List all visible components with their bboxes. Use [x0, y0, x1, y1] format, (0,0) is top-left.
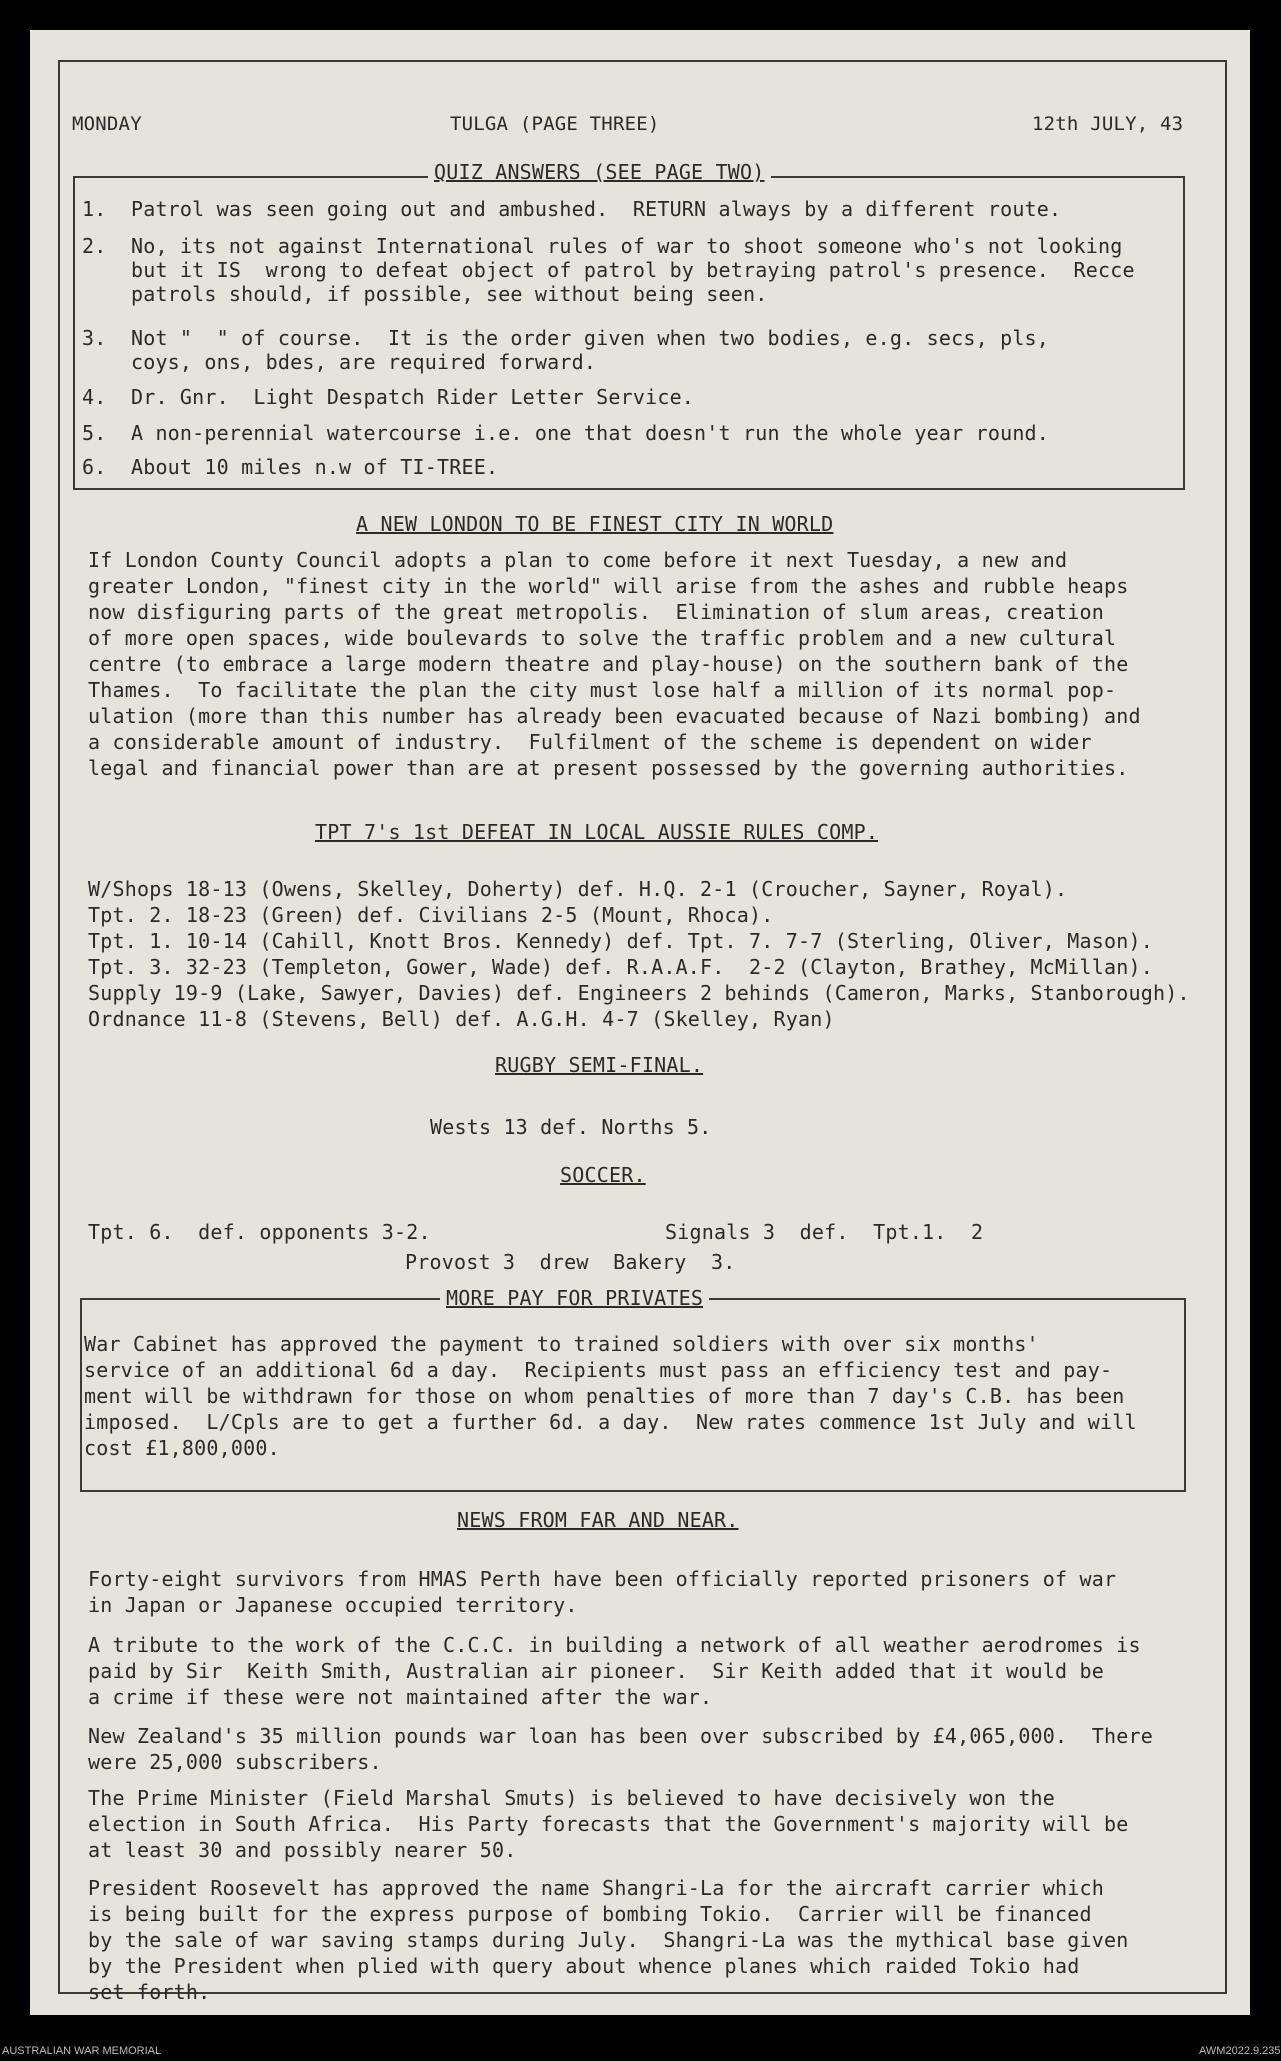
london-title: A NEW LONDON TO BE FINEST CITY IN WORLD	[356, 512, 834, 536]
london-line: of more open spaces, wide boulevards to solve the traffic problem and a new cultural	[88, 626, 1117, 650]
news-line: Forty-eight survivors from HMAS Perth have been officially reported prisoners of war	[88, 1567, 1117, 1591]
aussie-result: Tpt. 3. 32-23 (Templeton, Gower, Wade) def. R.A.A.F. 2-2 (Clayton, Brathey, McMillan).	[88, 955, 1153, 979]
news-title: NEWS FROM FAR AND NEAR.	[457, 1508, 739, 1532]
london-line: centre (to embrace a large modern theatre and play-house) on the southern bank of the	[88, 652, 1129, 676]
header-paper-title: TULGA (PAGE THREE)	[450, 113, 660, 135]
news-line: in Japan or Japanese occupied territory.	[88, 1593, 578, 1617]
pay-line: cost £1,800,000.	[84, 1436, 280, 1460]
pay-line: imposed. L/Cpls are to get a further 6d. a day. New rates commence 1st July and will	[84, 1410, 1137, 1434]
pay-title: MORE PAY FOR PRIVATES	[440, 1286, 709, 1310]
news-line: a crime if these were not maintained after the war.	[88, 1685, 713, 1709]
news-line: at least 30 and possibly nearer 50.	[88, 1838, 517, 1862]
soccer-result: Tpt. 6. def. opponents 3-2.	[88, 1220, 431, 1244]
news-line: by the sale of war saving stamps during July. Shangri-La was the mythical base given	[88, 1928, 1129, 1952]
footer-credit: AUSTRALIAN WAR MEMORIAL	[2, 2045, 162, 2057]
rugby-title: RUGBY SEMI-FINAL.	[495, 1053, 704, 1077]
aussie-result: Supply 19-9 (Lake, Sawyer, Davies) def. Engineers 2 behinds (Cameron, Marks, Stanborough).	[88, 981, 1190, 1005]
quiz-line: 4. Dr. Gnr. Light Despatch Rider Letter Service.	[82, 385, 695, 409]
news-line: paid by Sir Keith Smith, Australian air pioneer. Sir Keith added that it would be	[88, 1659, 1105, 1683]
london-line: a considerable amount of industry. Fulfilment of the scheme is dependent on wider	[88, 730, 1092, 754]
quiz-line: patrols should, if possible, see without being seen.	[82, 282, 768, 306]
london-line: now disfiguring parts of the great metropolis. Elimination of slum areas, creation	[88, 600, 1105, 624]
quiz-line: 5. A non-perennial watercourse i.e. one that doesn't run the whole year round.	[82, 421, 1050, 445]
london-line: If London County Council adopts a plan to come before it next Tuesday, a new and	[88, 548, 1068, 572]
quiz-line: 1. Patrol was seen going out and ambushed. RETURN always by a different route.	[82, 197, 1062, 221]
london-line: Thames. To facilitate the plan the city must lose half a million of its normal pop-	[88, 678, 1117, 702]
pay-line: service of an additional 6d a day. Recipients must pass an efficiency test and pay-	[84, 1358, 1113, 1382]
newsletter-page	[30, 30, 1250, 2015]
news-line: election in South Africa. His Party forecasts that the Government's majority will be	[88, 1812, 1129, 1836]
news-line: President Roosevelt has approved the name Shangri-La for the aircraft carrier which	[88, 1876, 1105, 1900]
london-line: legal and financial power than are at present possessed by the governing authorities.	[88, 756, 1129, 780]
aussie-result: Tpt. 2. 18-23 (Green) def. Civilians 2-5 (Mount, Rhoca).	[88, 903, 774, 927]
news-line: by the President when plied with query about whence planes which raided Tokio had	[88, 1954, 1080, 1978]
news-line: The Prime Minister (Field Marshal Smuts) is believed to have decisively won the	[88, 1786, 1056, 1810]
quiz-line: 2. No, its not against International rules of war to shoot someone who's not looking	[82, 234, 1123, 258]
news-line: is being built for the express purpose of bombing Tokio. Carrier will be financed	[88, 1902, 1092, 1926]
quiz-line: coys, ons, bdes, are required forward.	[82, 350, 597, 374]
soccer-title: SOCCER.	[560, 1163, 646, 1187]
rugby-result: Wests 13 def. Norths 5.	[430, 1115, 712, 1139]
news-line: A tribute to the work of the C.C.C. in building a network of all weather aerodromes is	[88, 1633, 1141, 1657]
quiz-line: but it IS wrong to defeat object of patrol by betraying patrol's presence. Recce	[82, 258, 1135, 282]
quiz-line: 6. About 10 miles n.w of TI-TREE.	[82, 455, 499, 479]
news-line: were 25,000 subscribers.	[88, 1750, 382, 1774]
news-line: set forth.	[88, 1980, 211, 2004]
aussie-result: Ordnance 11-8 (Stevens, Bell) def. A.G.H. 4-7 (Skelley, Ryan)	[88, 1007, 835, 1031]
soccer-result: Signals 3 def. Tpt.1. 2	[665, 1220, 984, 1244]
pay-line: ment will be withdrawn for those on whom penalties of more than 7 day's C.B. has been	[84, 1384, 1125, 1408]
soccer-result: Provost 3 drew Bakery 3.	[405, 1250, 736, 1274]
news-line: New Zealand's 35 million pounds war loan has been over subscribed by £4,065,000. There	[88, 1724, 1153, 1748]
quiz-title: QUIZ ANSWERS (SEE PAGE TWO)	[428, 160, 771, 184]
aussie-result: Tpt. 1. 10-14 (Cahill, Knott Bros. Kennedy) def. Tpt. 7. 7-7 (Sterling, Oliver, Mason).	[88, 929, 1153, 953]
aussie-rules-title: TPT 7's 1st DEFEAT IN LOCAL AUSSIE RULES COMP.	[315, 820, 879, 844]
quiz-line: 3. Not " " of course. It is the order given when two bodies, e.g. secs, pls,	[82, 326, 1050, 350]
london-line: ulation (more than this number has already been evacuated because of Nazi bombing) and	[88, 704, 1141, 728]
footer-id: AWM2022.9.235	[1199, 2045, 1281, 2057]
aussie-result: W/Shops 18-13 (Owens, Skelley, Doherty) def. H.Q. 2-1 (Croucher, Sayner, Royal).	[88, 877, 1068, 901]
header-day: MONDAY	[72, 113, 142, 135]
london-line: greater London, "finest city in the world" will arise from the ashes and rubble heaps	[88, 574, 1129, 598]
pay-line: War Cabinet has approved the payment to trained soldiers with over six months'	[84, 1332, 1039, 1356]
header-date: 12th JULY, 43	[1032, 113, 1184, 135]
